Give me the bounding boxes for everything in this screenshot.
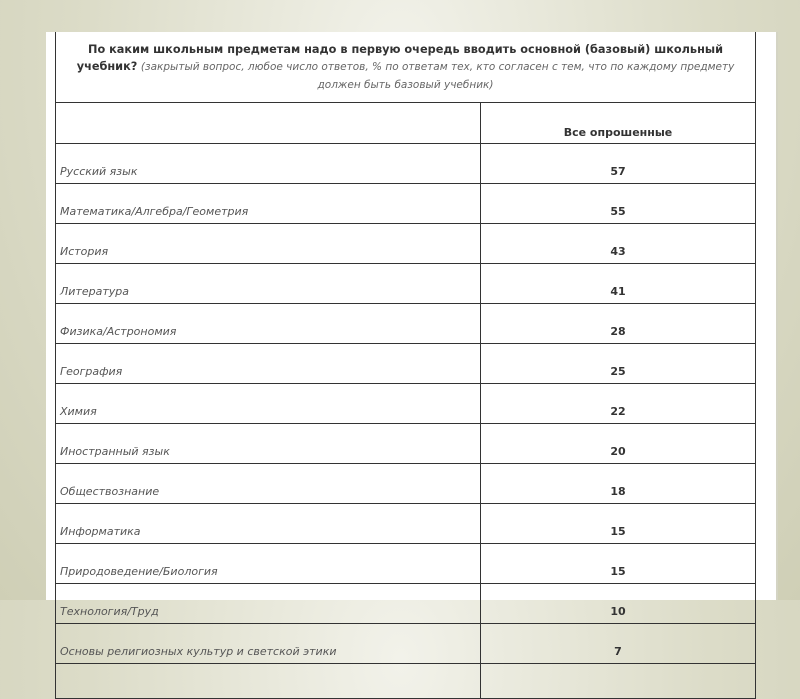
subject-cell: Обществознание bbox=[56, 464, 481, 504]
subject-cell: Природоведение/Биология bbox=[56, 544, 481, 584]
table-row bbox=[56, 504, 756, 544]
survey-table bbox=[55, 32, 756, 699]
value-cell: 10 bbox=[481, 584, 756, 624]
subject-cell: Литература bbox=[56, 264, 481, 304]
value-cell: 22 bbox=[481, 384, 756, 424]
partial-row-cell bbox=[481, 664, 756, 699]
table-row bbox=[56, 224, 756, 264]
subject-cell: Основы религиозных культур и светской этики bbox=[56, 624, 481, 664]
subject-cell: Физика/Астрономия bbox=[56, 304, 481, 344]
table-row bbox=[56, 584, 756, 624]
table-row bbox=[56, 464, 756, 504]
slide-edge bbox=[776, 32, 778, 600]
subject-cell: Математика/Алгебра/Геометрия bbox=[56, 184, 481, 224]
value-cell: 18 bbox=[481, 464, 756, 504]
subject-cell: Русский язык bbox=[56, 144, 481, 184]
value-cell: 55 bbox=[481, 184, 756, 224]
subject-cell: География bbox=[56, 344, 481, 384]
partial-row bbox=[56, 664, 481, 699]
question-text: По каким школьным предметам надо в первую очередь вводить основной (базовый) школьный учебник? bbox=[76, 42, 724, 73]
question-note: (закрытый вопрос, любое число ответов, % по ответам тех, кто согласен с тем, что по каждому предмету должен быть базовый учебник) bbox=[140, 60, 735, 91]
value-cell: 7 bbox=[481, 624, 756, 664]
subject-cell: Технология/Труд bbox=[56, 584, 481, 624]
table-row bbox=[56, 304, 756, 344]
value-cell: 20 bbox=[481, 424, 756, 464]
table-row bbox=[56, 544, 756, 584]
table-row bbox=[56, 424, 756, 464]
subject-cell: Химия bbox=[56, 384, 481, 424]
value-cell: 15 bbox=[481, 504, 756, 544]
value-cell: 25 bbox=[481, 344, 756, 384]
value-cell: 28 bbox=[481, 304, 756, 344]
value-cell: 41 bbox=[481, 264, 756, 304]
table-row bbox=[56, 384, 756, 424]
table-row bbox=[56, 144, 756, 184]
subject-cell: История bbox=[56, 224, 481, 264]
header-all-respondents: Все опрошенные bbox=[481, 103, 756, 144]
value-cell: 43 bbox=[481, 224, 756, 264]
value-cell: 57 bbox=[481, 144, 756, 184]
table-title bbox=[56, 32, 756, 103]
subject-cell: Иностранный язык bbox=[56, 424, 481, 464]
value-cell: 15 bbox=[481, 544, 756, 584]
table-row bbox=[56, 264, 756, 304]
header-empty bbox=[56, 103, 481, 144]
table-row bbox=[56, 344, 756, 384]
subject-cell: Информатика bbox=[56, 504, 481, 544]
table-row bbox=[56, 184, 756, 224]
table-row bbox=[56, 624, 756, 664]
